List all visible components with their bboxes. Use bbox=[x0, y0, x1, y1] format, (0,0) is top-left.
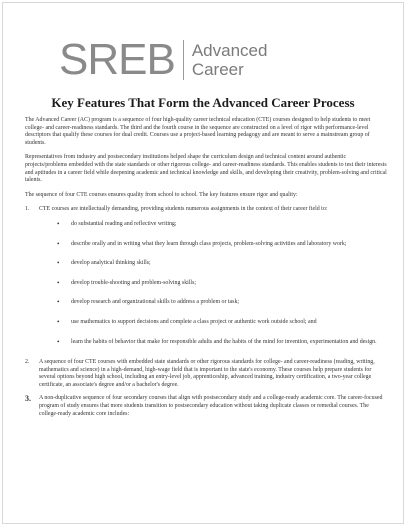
sreb-logo bbox=[59, 37, 267, 83]
bullet-text: do substantial reading and reflective writing; bbox=[71, 220, 177, 227]
list-item bbox=[25, 359, 389, 389]
bullet-item bbox=[57, 260, 389, 268]
bullet-list bbox=[57, 221, 389, 346]
logo-main-text: SREB bbox=[59, 35, 175, 84]
bullet-item bbox=[57, 241, 389, 249]
logo-sub-text bbox=[192, 41, 268, 79]
list-item-text: CTE courses are intellectually demanding, providing students numerous assignments in the context of their career field to: bbox=[39, 206, 328, 213]
bullet-icon: • bbox=[57, 278, 60, 287]
logo-sub-line2: Career bbox=[191, 60, 244, 79]
bullet-text: describe orally and in writing what they learn through class projects, problem-solving activities and laboratory work; bbox=[71, 240, 347, 247]
list-number: 1. bbox=[25, 206, 30, 213]
document-page bbox=[2, 2, 404, 524]
list-item bbox=[25, 206, 389, 353]
logo-divider bbox=[183, 40, 184, 80]
paragraph-representatives: Representatives from industry and postsecondary institutions helped shape the curriculum design and technical content around authentic projects/problems embedded with the state standards or other rigorous college- and career-readiness standards. This enables students to test their interests and aptitudes in a career field while deepening academic and technical knowledge and skills, and developing their creativity, problem-solving and critical talents. bbox=[25, 154, 387, 184]
page-title: Key Features That Form the Advanced Career Process bbox=[51, 95, 355, 110]
paragraph-sequence: The sequence of four CTE courses ensures quality from school to school. The key features ensure rigor and quality: bbox=[25, 191, 298, 198]
bullet-item bbox=[57, 221, 389, 229]
bullet-item bbox=[57, 319, 389, 327]
bullet-icon: • bbox=[57, 219, 60, 228]
list-number: 3. bbox=[25, 394, 31, 404]
list-item bbox=[25, 395, 389, 418]
bullet-icon: • bbox=[57, 337, 60, 346]
logo-sub-line1: Advanced bbox=[191, 41, 268, 60]
bullet-text: develop trouble-shooting and problem-solving skills; bbox=[71, 279, 196, 286]
bullet-text: use mathematics to support decisions and complete a class project or authentic work outside school; and bbox=[71, 318, 317, 325]
bullet-text: develop analytical thinking skills; bbox=[71, 260, 151, 267]
list-item-text: A non-duplicative sequence of four secondary courses that align with postsecondary study and a college-ready academic core. The career-focused program of study ensures that more students transition to postsecondary education without taking duplicate classes or remedial courses. The college-ready academic core includes: bbox=[39, 395, 383, 417]
paragraph-intro: The Advanced Career (AC) program is a sequence of four high-quality career technical education (CTE) courses designed to help students to meet college- and career-readiness standards. The third and the fourth course in the sequence are constructed on a level of rigor with performance-level descriptors that qualify these courses for dual credit. Courses use a project-based learning pedagogy and are meant to serve a mainstream group of students. bbox=[25, 117, 371, 146]
bullet-icon: • bbox=[57, 259, 60, 268]
bullet-icon: • bbox=[57, 298, 60, 307]
bullet-icon: • bbox=[57, 317, 60, 326]
bullet-item bbox=[57, 299, 389, 307]
list-number: 2. bbox=[25, 359, 30, 366]
bullet-item bbox=[57, 339, 389, 347]
bullet-item bbox=[57, 280, 389, 288]
bullet-text: develop research and organizational skills to address a problem or task; bbox=[71, 299, 240, 306]
document-body bbox=[25, 117, 389, 424]
bullet-icon: • bbox=[57, 239, 60, 248]
bullet-text: learn the habits of behavior that make for responsible adults and the habits of the mind for invention, experimentation and design. bbox=[71, 338, 377, 345]
list-item-text: A sequence of four CTE courses with embedded state standards or other rigorous standards for college- and career-readiness (reading, writing, mathematics and science) in a high-demand, high-wage field that is important to the state's economy. These courses help prepare students for several options beyond high school, including an entry-level job, apprenticeship, advanced training, industry certification, a two-year college certificate, an associate's degree and/or a bachelor's degree. bbox=[39, 359, 375, 388]
